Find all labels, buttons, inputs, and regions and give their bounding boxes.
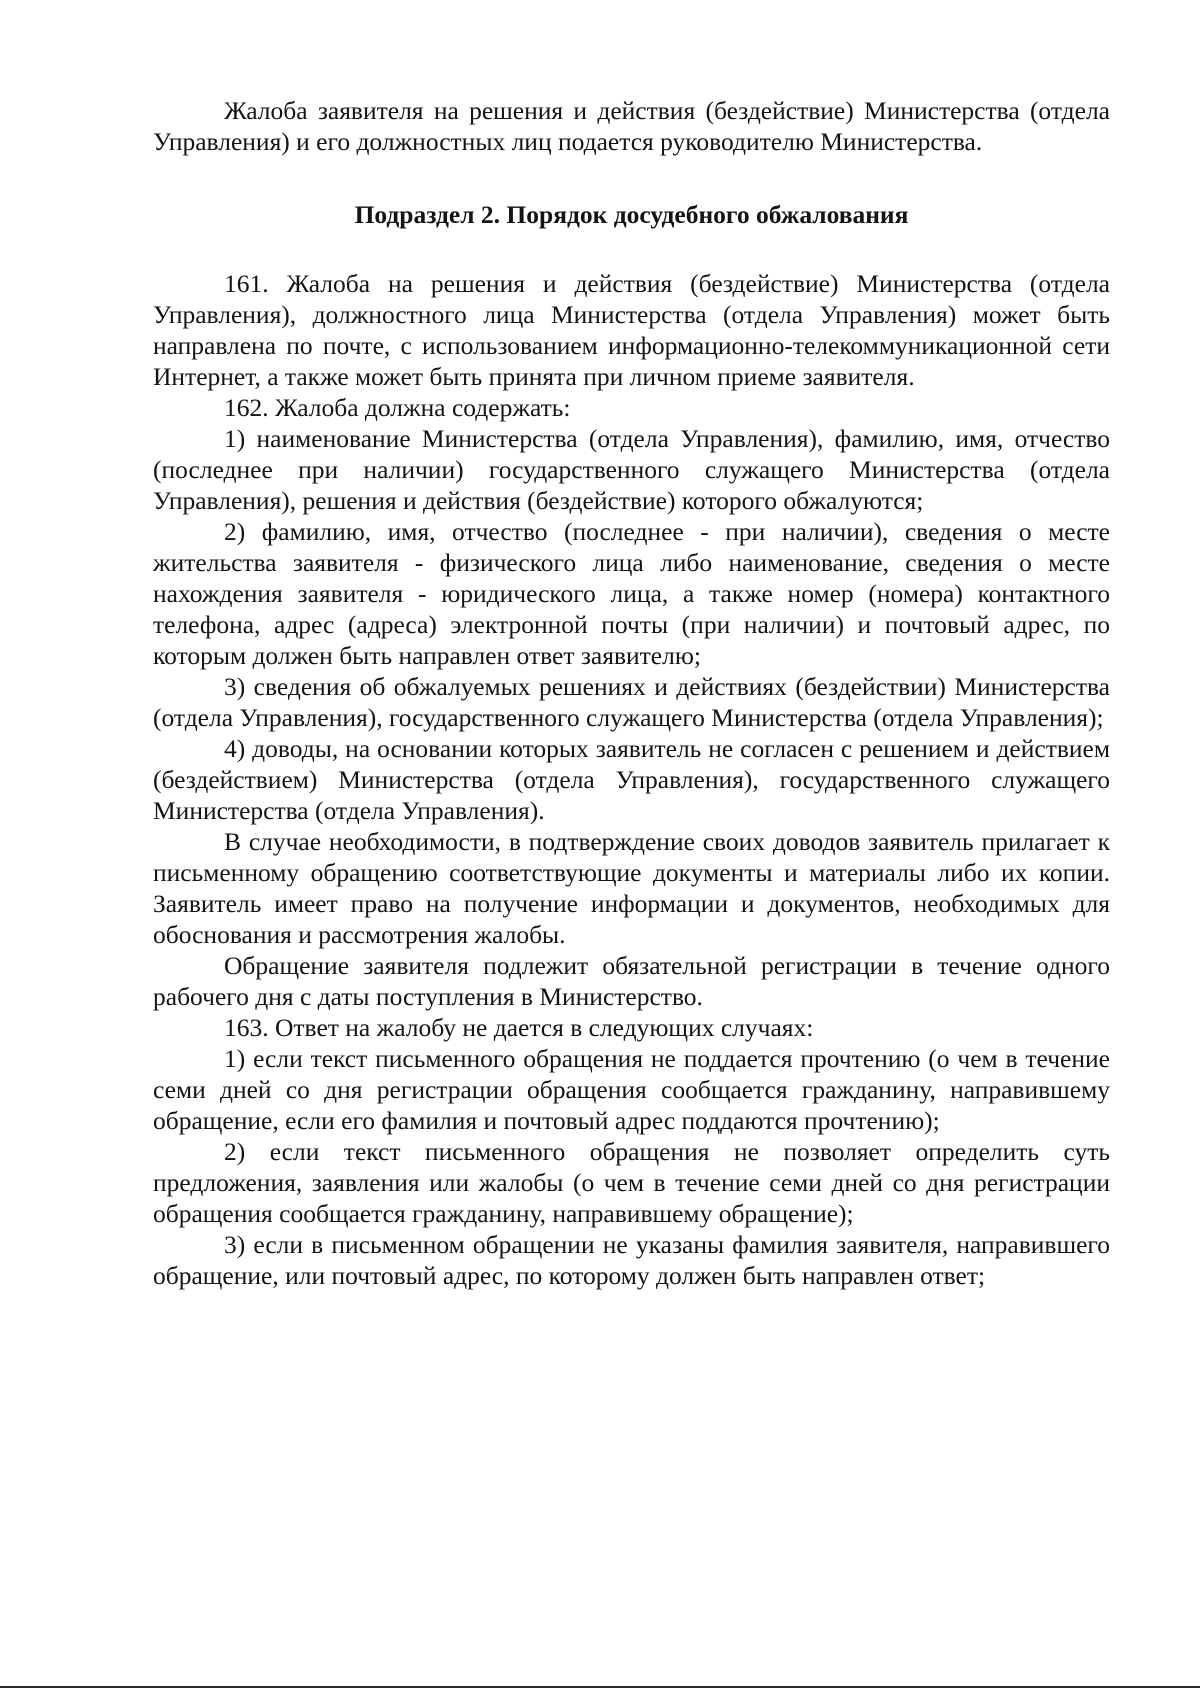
list-item-163-3: 3) если в письменном обращении не указаны фамилия заявителя, направившего обращение, или почтовый адрес, по которому должен быть направлен ответ; [153, 1230, 1110, 1290]
paragraph-162: 162. Жалоба должна содержать: [224, 393, 571, 422]
paragraph-registration: Обращение заявителя подлежит обязательной регистрации в течение одного рабочего дня с даты поступления в Министерство. [153, 951, 1110, 1011]
list-item-163-1: 1) если текст письменного обращения не поддается прочтению (о чем в течение семи дней со дня регистрации обращения сообщается гражданину, направившему обращение, если его фамилия и почтовый адрес поддаются прочтению); [153, 1044, 1110, 1135]
list-item-162-3: 3) сведения об обжалуемых решениях и действиях (бездействии) Министерства (отдела Управления), государственного служащего Министерства (отдела Управления); [153, 672, 1110, 732]
intro-paragraph: Жалоба заявителя на решения и действия (бездействие) Министерства (отдела Управления) и его должностных лиц подается руководителю Министерства. [153, 96, 1110, 156]
document-body [153, 95, 1110, 1291]
list-item-162-4: 4) доводы, на основании которых заявитель не согласен с решением и действием (бездействием) Министерства (отдела Управления), государственного служащего Министерства (отдела Управления). [153, 734, 1110, 825]
paragraph-163: 163. Ответ на жалобу не дается в следующих случаях: [224, 1013, 814, 1042]
page-bottom-rule [0, 1686, 1200, 1688]
paragraph-161: 161. Жалоба на решения и действия (бездействие) Министерства (отдела Управления), должностного лица Министерства (отдела Управления) может быть направлена по почте, с использованием информационно-телекоммуникационной сети Интернет, а также может быть принята при личном приеме заявителя. [153, 269, 1110, 391]
list-item-163-2: 2) если текст письменного обращения не позволяет определить суть предложения, заявления или жалобы (о чем в течение семи дней со дня регистрации обращения сообщается гражданину, направившему обращение); [153, 1137, 1110, 1228]
list-item-162-1: 1) наименование Министерства (отдела Управления), фамилию, имя, отчество (последнее при наличии) государственного служащего Министерства (отдела Управления), решения и действия (бездействие) которого обжалуются; [153, 424, 1110, 515]
list-item-162-2: 2) фамилию, имя, отчество (последнее - при наличии), сведения о месте жительства заявителя - физического лица либо наименование, сведения о месте нахождения заявителя - юридического лица, а также номер (номера) контактного телефона, адрес (адреса) электронной почты (при наличии) и почтовый адрес, по которым должен быть направлен ответ заявителю; [153, 517, 1110, 670]
paragraph-attachments: В случае необходимости, в подтверждение своих доводов заявитель прилагает к письменному обращению соответствующие документы и материалы либо их копии. Заявитель имеет право на получение информации и документов, необходимых для обоснования и рассмотрения жалобы. [153, 827, 1110, 949]
section-heading: Подраздел 2. Порядок досудебного обжалования [354, 200, 909, 229]
